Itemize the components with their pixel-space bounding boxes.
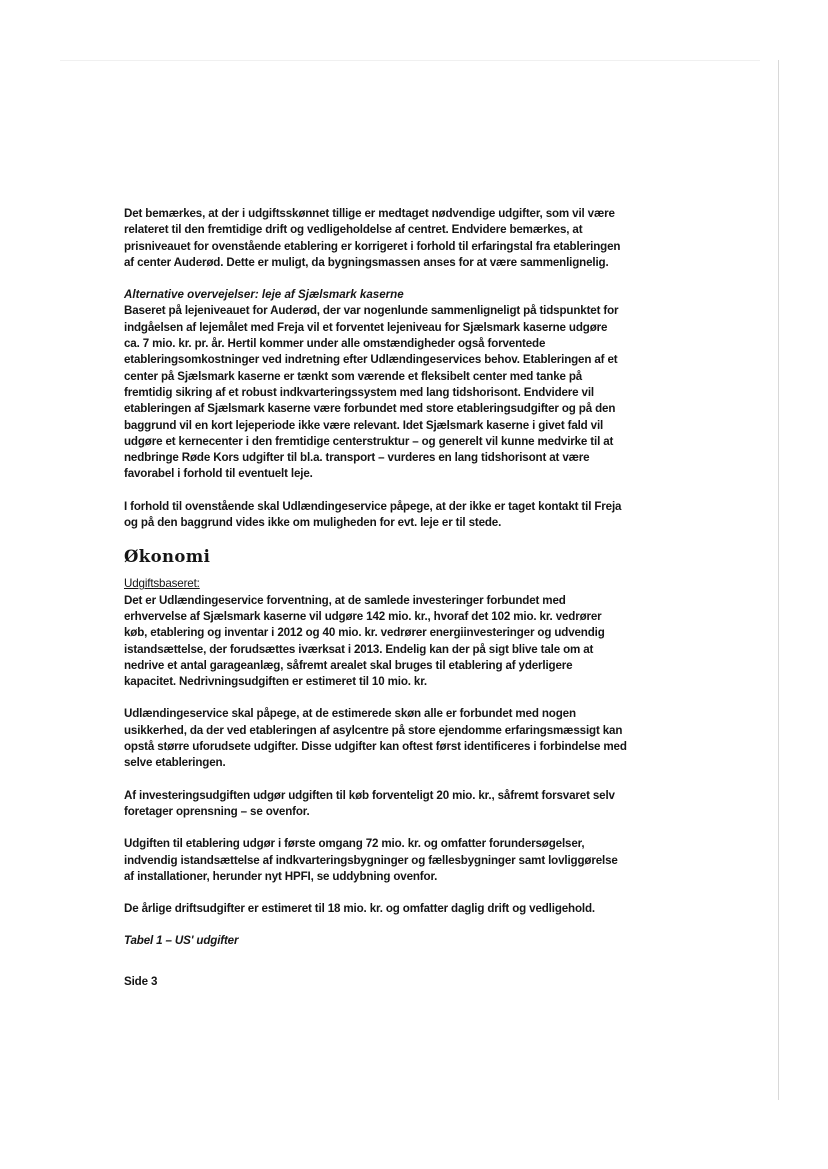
text-line: Det bemærkes, at der i udgiftsskønnet tillige er medtaget nødvendige udgifter, som vil være xyxy=(124,207,615,220)
text-line: nedrive et antal garageanlæg, såfremt arealet skal bruges til etablering af yderligere xyxy=(124,658,573,672)
expense-label-text: Udgiftsbaseret: xyxy=(124,577,200,591)
text-line: ca. 7 mio. kr. pr. år. Hertil kommer under alle omstændigheder også forventede xyxy=(124,337,546,351)
text-line: Baseret på lejeniveauet for Auderød, der var nogenlunde sammenligneligt på tidspunktet for xyxy=(124,304,619,318)
text-line: selve etableringen. xyxy=(124,756,226,770)
paragraph-alternative xyxy=(124,303,658,482)
document-page xyxy=(124,206,658,990)
paragraph-uncertainty xyxy=(124,706,658,771)
paragraph-expense-note xyxy=(124,206,658,271)
text-line: prisniveauet for ovenstående etablering er korrigeret i forhold til erfaringstal fra etableringen xyxy=(124,239,621,253)
alternative-heading: Alternative overvejelser: leje af Sjælsmark kaserne xyxy=(124,288,404,302)
text-line: udgøre et kernecenter i den fremtidige centerstruktur – og generelt vil kunne medvirke til at xyxy=(124,434,614,448)
text-line: fremtidig sikring af et robust indkvarteringssystem med lang tidshorisont. Endvidere vil xyxy=(124,385,594,399)
paragraph-investment xyxy=(124,593,658,691)
text-line: og på den baggrund vides ikke om muligheden for evt. leje er til stede. xyxy=(124,516,502,530)
text-line: Udgiften til etablering udgør i første omgang 72 mio. kr. og omfatter forundersøgelser, xyxy=(124,837,585,851)
text-line: af installationer, herunder nyt HPFI, se uddybning ovenfor. xyxy=(124,869,438,883)
paragraph-freja-contact xyxy=(124,499,658,532)
scan-top-edge xyxy=(60,60,760,61)
paragraph-purchase-cost xyxy=(124,788,658,821)
text-line: I forhold til ovenstående skal Udlændingeservice påpege, at der ikke er taget kontakt til Freja xyxy=(124,499,622,513)
text-line: etableringsomkostninger ved indretning efter Udlændingeservices behov. Etableringen af et xyxy=(124,353,618,367)
paragraph-operating-cost xyxy=(124,901,658,917)
text-line: indvendig istandsættelse af indkvarteringsbygninger og fællesbygninger samt lovliggørelse xyxy=(124,853,618,867)
text-line: etableringen af Sjælsmark kaserne være forbundet med store etableringsudgifter og på den xyxy=(124,402,616,416)
scan-right-edge xyxy=(778,60,779,1100)
text-line: istandsættelse, der forudsættes iværksat i 2013. Endelig kan der på sigt blive tale om at xyxy=(124,642,594,656)
text-line: opstå større uforudsete udgifter. Disse udgifter kan oftest først identificeres i forbindelse med xyxy=(124,740,627,754)
text-line: erhvervelse af Sjælsmark kaserne vil udgøre 142 mio. kr., hvoraf det 102 mio. kr. vedrører xyxy=(124,609,602,623)
text-line: nedbringe Røde Kors udgifter til bl.a. transport – vurderes en lang tidshorisont at være xyxy=(124,451,590,465)
text-line: Af investeringsudgiften udgør udgiften til køb forventeligt 20 mio. kr., såfremt forsvaret selv xyxy=(124,788,615,802)
text-line: Det er Udlændingeservice forventning, at de samlede investeringer forbundet med xyxy=(124,593,566,607)
text-line: indgåelsen af lejemålet med Freja vil et forventet lejeniveau for Sjælsmark kaserne udgøre xyxy=(124,320,608,334)
expense-label xyxy=(124,576,658,592)
text-line: baggrund vil en kort lejeperiode ikke være relevant. Idet Sjælsmark kaserne i givet fald vil xyxy=(124,418,604,432)
text-line: foretager oprensning – se ovenfor. xyxy=(124,804,310,818)
text-line: køb, etablering og inventar i 2012 og 40 mio. kr. vedrører energiinvesteringer og udvendig xyxy=(124,626,605,640)
text-line: kapacitet. Nedrivningsudgiften er estimeret til 10 mio. kr. xyxy=(124,675,427,689)
text-line: Udlændingeservice skal påpege, at de estimerede skøn alle er forbundet med nogen xyxy=(124,707,576,721)
text-line: De årlige driftsudgifter er estimeret til 18 mio. kr. og omfatter daglig drift og vedligehold. xyxy=(124,902,595,916)
text-line: favorabel i forhold til eventuelt leje. xyxy=(124,467,313,481)
section-title-economy: Økonomi xyxy=(124,547,211,567)
page-number: Side 3 xyxy=(124,974,158,988)
text-line: center på Sjælsmark kaserne er tænkt som værende et fleksibelt center med tanke på xyxy=(124,369,583,383)
paragraph-establishment-cost xyxy=(124,836,658,885)
text-line: relateret til den fremtidige drift og vedligeholdelse af centret. Endvidere bemærkes, at xyxy=(124,223,583,237)
text-line: af center Auderød. Dette er muligt, da bygningsmassen anses for at være sammenlignelig. xyxy=(124,255,609,269)
text-line: usikkerhed, da der ved etableringen af asylcentre på store ejendomme erfaringsmæssigt kan xyxy=(124,723,623,737)
table-caption: Tabel 1 – US' udgifter xyxy=(124,934,239,948)
